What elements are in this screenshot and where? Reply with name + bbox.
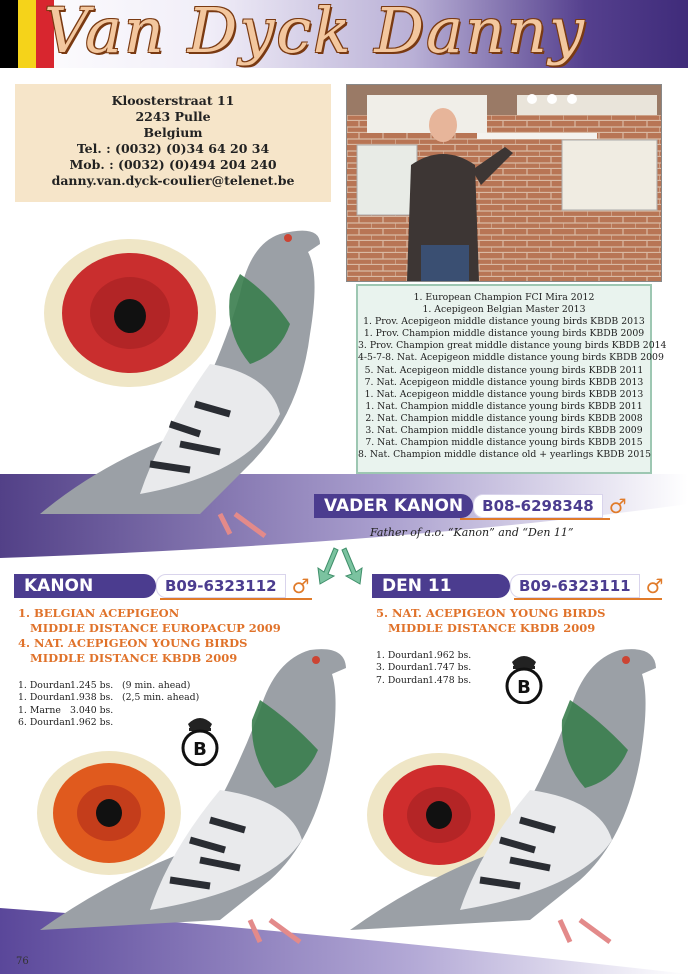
kanon-titles <box>18 606 281 666</box>
flag-stripe-black <box>0 0 18 68</box>
achievements-list <box>356 284 667 474</box>
page-title: Van Dyck Danny <box>44 0 586 67</box>
offspring-arrows-icon <box>312 546 372 586</box>
page-number: 76 <box>16 956 29 967</box>
kanon-title-line: MIDDLE DISTANCE EUROPACUP 2009 <box>30 621 281 635</box>
den11-label-underline <box>514 598 662 600</box>
achievement-item: 1. Prov. Acepigeon middle distance young birds KBDB 2013 <box>363 316 645 328</box>
den11-name: DEN 11 <box>372 574 510 598</box>
den11-label <box>372 574 664 598</box>
svg-text:B: B <box>517 677 531 698</box>
kanon-title-line: 1. BELGIAN ACEPIGEON <box>18 606 180 620</box>
male-symbol-icon: ♂ <box>645 574 664 598</box>
den11-title-line: MIDDLE DISTANCE KBDB 2009 <box>388 621 596 635</box>
kbdb-logo-icon <box>504 650 544 704</box>
vader-kanon-name: VADER KANON <box>314 494 473 518</box>
address-email: danny.van.dyck-coulier@telenet.be <box>51 173 295 188</box>
vader-label-underline <box>460 518 610 520</box>
den11-ring: B09-6323111 <box>510 574 640 598</box>
achievement-item: 1. Nat. Acepigeon middle distance young birds KBDB 2013 <box>364 388 644 400</box>
achievement-item: 3. Prov. Champion great middle distance young birds KBDB 2014 <box>358 340 667 352</box>
achievement-item: 5. Nat. Acepigeon middle distance young birds KBDB 2011 <box>364 364 644 376</box>
result-row: 3. Dourdan 1.747 bs. <box>376 662 472 674</box>
pigeon-image-vader <box>20 214 340 554</box>
achievement-item: 8. Nat. Champion middle distance old + yearlings KBDB 2015 <box>358 449 652 461</box>
achievement-item: 7. Nat. Champion middle distance young birds KBDB 2015 <box>365 437 643 449</box>
den11-results <box>376 650 480 687</box>
male-symbol-icon: ♂ <box>291 574 310 598</box>
address-street: Kloosterstraat 11 <box>111 93 235 108</box>
vader-kanon-ring: B08-6298348 <box>473 494 603 518</box>
den11-titles <box>376 606 605 636</box>
flag-stripe-yellow <box>18 0 36 68</box>
result-row: 1. Dourdan 1.245 bs. (9 min. ahead) <box>18 680 191 691</box>
achievement-item: 1. Prov. Champion middle distance young birds KBDB 2009 <box>363 328 645 340</box>
male-symbol-icon: ♂ <box>608 494 627 518</box>
address-country: Belgium <box>143 125 203 140</box>
kbdb-logo-icon <box>180 712 220 766</box>
den11-title-line: 5. NAT. ACEPIGEON YOUNG BIRDS <box>376 606 606 620</box>
kanon-label-underline <box>160 598 312 600</box>
result-row: 1. Dourdan 1.938 bs. (2,5 min. ahead) <box>18 692 200 704</box>
kanon-title-line: 4. NAT. ACEPIGEON YOUNG BIRDS <box>18 636 248 650</box>
achievement-item: 4-5-7-8. Nat. Acepigeon middle distance young birds KBDB 2009 <box>358 352 664 364</box>
address-mob: Mob. : (0032) (0)494 204 240 <box>69 157 277 172</box>
address-tel: Tel. : (0032) (0)34 64 20 34 <box>76 141 270 156</box>
vader-kanon-label <box>314 494 627 518</box>
achievement-item: 3. Nat. Champion middle distance young birds KBDB 2009 <box>365 425 643 437</box>
achievement-item: 1. Nat. Champion middle distance young birds KBDB 2011 <box>365 400 643 412</box>
kanon-title-line: MIDDLE DISTANCE KBDB 2009 <box>30 651 238 665</box>
kanon-ring: B09-6323112 <box>156 574 286 598</box>
result-row: 7. Dourdan 1.478 bs. <box>376 674 472 686</box>
achievement-item: 1. European Champion FCI Mira 2012 <box>413 292 595 303</box>
breeder-photo <box>346 84 662 282</box>
kanon-results <box>18 680 199 729</box>
kanon-label <box>14 574 310 598</box>
achievement-item: 2. Nat. Champion middle distance young birds KBDB 2008 <box>365 412 643 424</box>
svg-text:B: B <box>193 739 207 760</box>
result-row: 1. Marne 3.040 bs. <box>18 704 114 716</box>
result-row: 6. Dourdan 1.962 bs. <box>18 716 114 728</box>
result-row: 1. Dourdan 1.962 bs. <box>376 650 472 661</box>
kanon-name: KANON <box>14 574 156 598</box>
vader-caption: Father of a.o. “Kanon” and “Den 11” <box>370 526 574 539</box>
achievement-item: 7. Nat. Acepigeon middle distance young birds KBDB 2013 <box>364 376 644 388</box>
address-box <box>15 84 331 202</box>
address-city: 2243 Pulle <box>135 109 211 124</box>
achievement-item: 1. Acepigeon Belgian Master 2013 <box>422 304 586 316</box>
